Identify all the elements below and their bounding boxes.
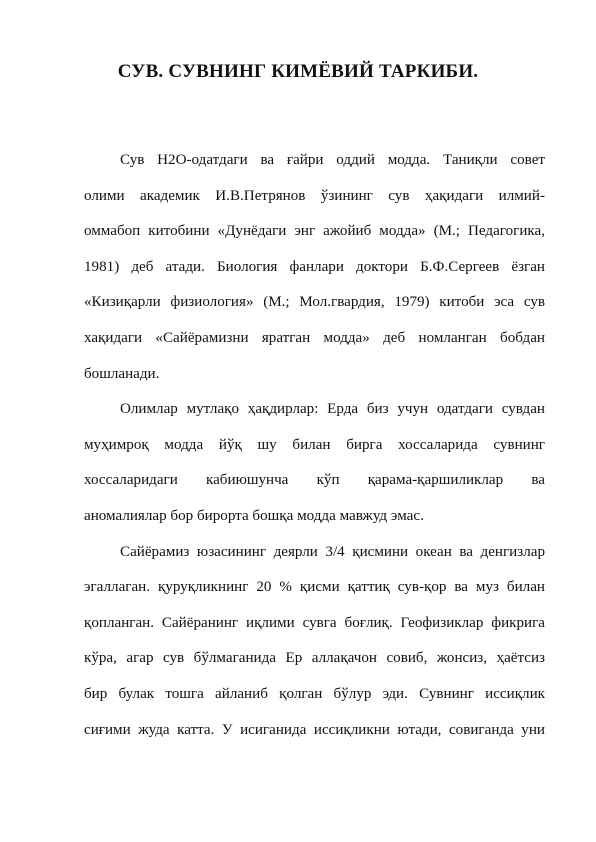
- paragraph-line: қопланган. Сайёранинг иқлими сувга боғлиқ. Геофизиклар фикрига: [84, 614, 545, 631]
- paragraph-line: хоссаларидаги кабиюшунча кўп қарама-қаршиликлар ва: [84, 472, 545, 489]
- paragraph-line: эгаллаган. қуруқликнинг 20 % қисми қаттиқ сув-қор ва муз билан: [84, 579, 545, 596]
- document-body: [84, 143, 545, 748]
- paragraph-line: хақидаги «Сайёрамизни яратган модда» деб номланган бобдан: [84, 329, 545, 346]
- paragraph-line: аномалиялар бор бирорта бошқа модда мавжуд эмас.: [84, 507, 424, 524]
- paragraph-line: «Кизиқарли физиология» (М.; Мол.гвардия, 1979) китоби эса сув: [84, 294, 545, 311]
- paragraph-line: Сайёрамиз юзасининг деярли 3/4 қисмини океан ва денгизлар: [120, 543, 545, 560]
- paragraph-line: 1981) деб атади. Биология фанлари доктори Б.Ф.Сергеев ёзган: [84, 258, 545, 275]
- paragraph-2: [84, 392, 545, 534]
- paragraph-3: [84, 535, 545, 749]
- paragraph-line: Сув Н2О-одатдаги ва ғайри оддий модда. Таниқли совет: [120, 152, 545, 168]
- paragraph-line: кўра, агар сув бўлмаганида Ер аллақачон совиб, жонсиз, ҳаётсиз: [84, 650, 545, 667]
- paragraph-line: бошланади.: [84, 365, 160, 382]
- paragraph-line: муҳимроқ модда йўқ шу билан бирга хоссаларида сувнинг: [84, 436, 545, 453]
- paragraph-line: Олимлар мутлақо ҳақдирлар: Ерда биз учун одатдаги сувдан: [120, 401, 545, 418]
- paragraph-1: [84, 143, 545, 392]
- document-title: СУВ. СУВНИНГ КИМЁВИЙ ТАРКИБИ.: [117, 61, 479, 82]
- paragraph-line: бир булак тошга айланиб қолган бўлур эди. Сувнинг иссиқлик: [84, 685, 545, 702]
- paragraph-line: олими академик И.В.Петрянов ўзининг сув ҳақидаги илмий-: [84, 187, 545, 204]
- paragraph-line: сиғими жуда катта. У исиганида иссиқликни ютади, совиганда уни: [84, 721, 545, 738]
- paragraph-line: оммабоп китобини «Дунёдаги энг ажойиб модда» (М.; Педагогика,: [84, 223, 545, 240]
